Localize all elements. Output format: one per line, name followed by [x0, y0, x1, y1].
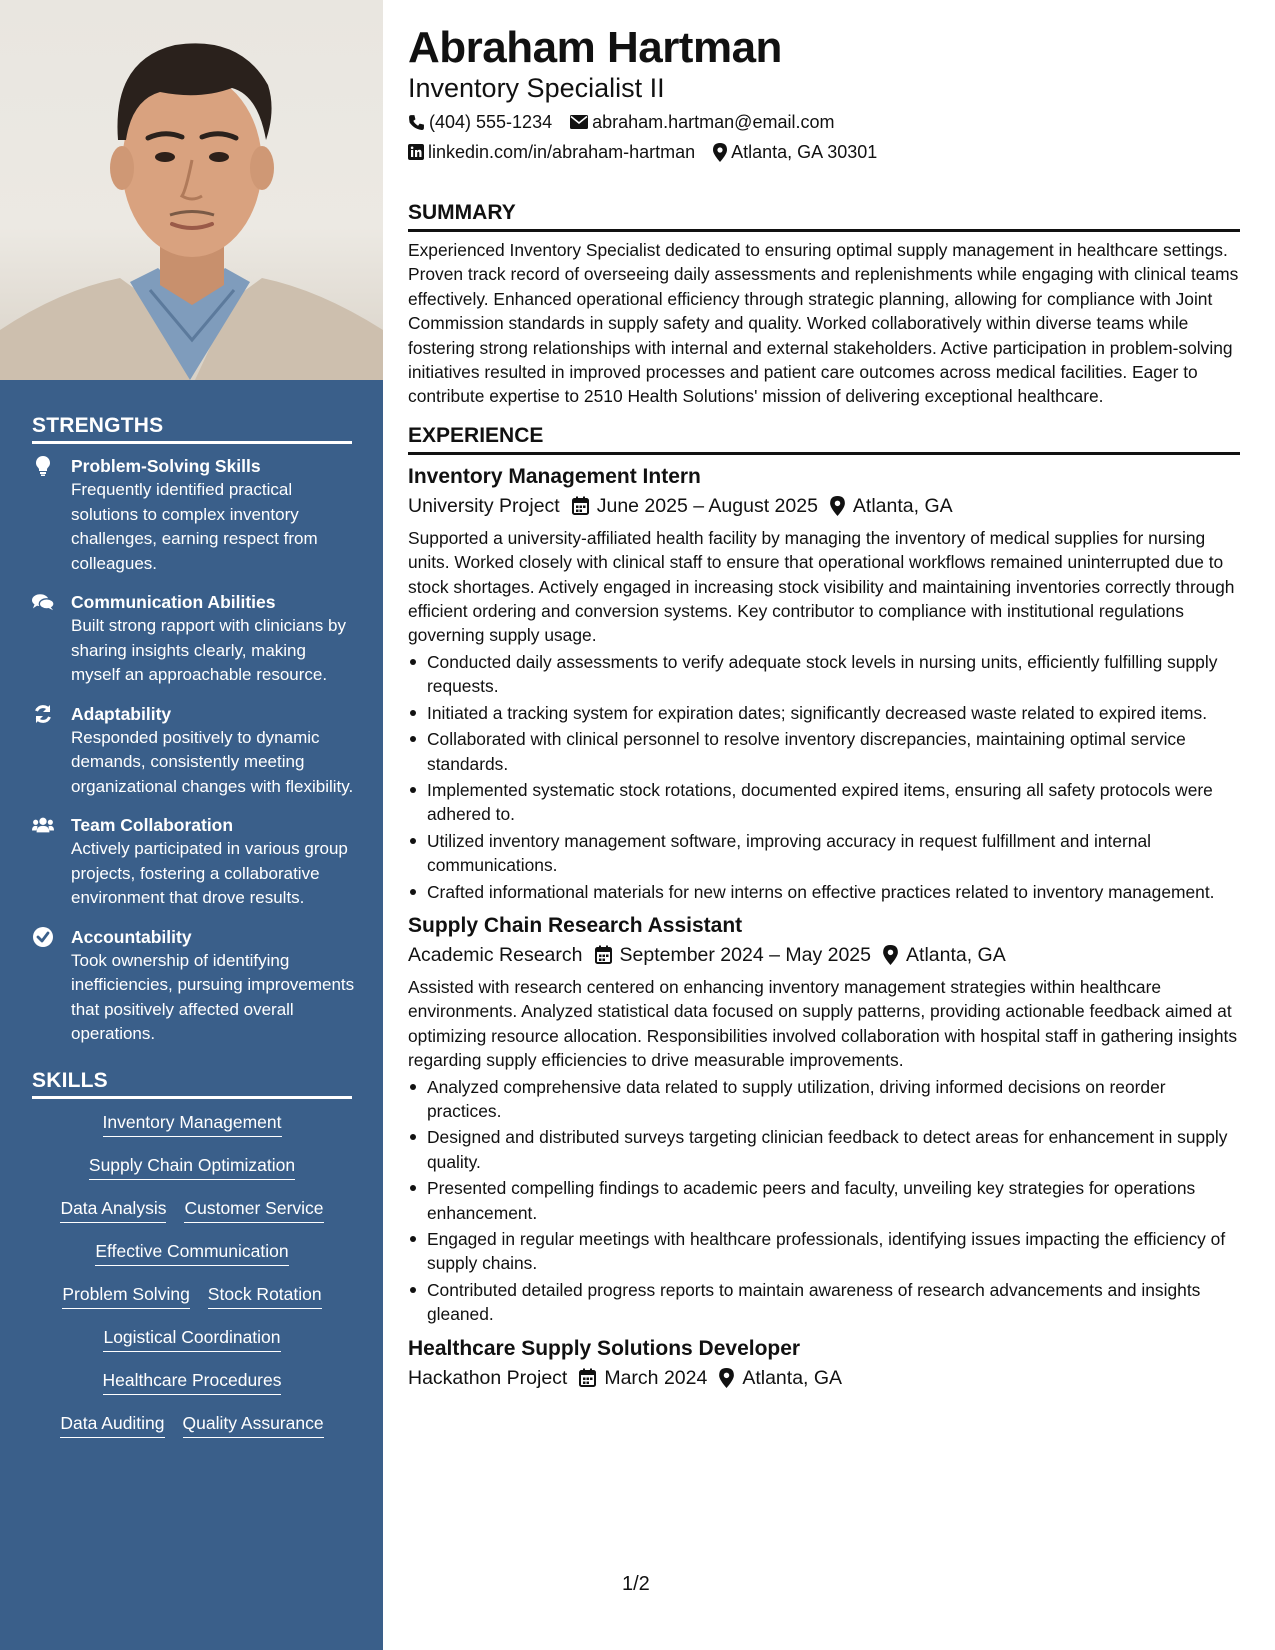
map-marker-icon — [719, 1368, 734, 1388]
map-marker-icon — [883, 945, 898, 965]
skill-tag: Inventory Management — [103, 1111, 282, 1137]
list-item: Crafted informational materials for new interns on effective practices related to inventory management. — [408, 880, 1240, 904]
strength-desc: Responded positively to dynamic demands, consistently meeting organizational changes with flexibility. — [71, 727, 354, 796]
lightbulb-icon — [32, 456, 54, 476]
job-dates: March 2024 — [604, 1366, 708, 1389]
job-location: Atlanta, GA — [852, 494, 953, 517]
skill-tag: Data Auditing — [60, 1412, 164, 1438]
strength-desc: Took ownership of identifying inefficiencies, pursuing improvements that positively affected overall operations. — [71, 950, 355, 1043]
skill-tag: Stock Rotation — [208, 1283, 322, 1309]
job-entry — [408, 463, 1240, 904]
job-title: Inventory Management Intern — [408, 464, 701, 488]
strength-item — [32, 925, 355, 1047]
users-icon — [32, 815, 54, 835]
linkedin-text: linkedin.com/in/abraham-hartman — [428, 142, 696, 162]
job-meta — [408, 941, 1240, 969]
job-meta — [408, 1364, 1240, 1392]
job-org: Academic Research — [408, 943, 583, 966]
strength-item — [32, 813, 351, 911]
job-meta — [408, 492, 1240, 520]
list-item: Analyzed comprehensive data related to supply utilization, driving informed decisions on reorder practices. — [408, 1075, 1240, 1124]
strengths-heading: STRENGTHS — [32, 414, 352, 444]
job-entry — [408, 1335, 1240, 1392]
strength-title: Adaptability — [71, 703, 172, 724]
job-location: Atlanta, GA — [742, 1366, 843, 1389]
candidate-role: Inventory Specialist II — [408, 73, 665, 103]
job-dates: September 2024 – May 2025 — [619, 943, 872, 966]
strength-title: Accountability — [71, 926, 192, 947]
job-entry — [408, 912, 1240, 1327]
contact-row — [408, 110, 1240, 134]
job-org: Hackathon Project — [408, 1366, 568, 1389]
job-title: Supply Chain Research Assistant — [408, 913, 743, 937]
summary-text: Experienced Inventory Specialist dedicated to ensuring optimal supply management in healthcare settings. Proven track record of overseeing daily assessments and replenishments while engaging with clinical teams effectively. Enhanced operational efficiency through strategic planning, allowing for compliance with Joint Commission standards in supply safety and quality. Worked collaboratively within diverse teams while fostering strong relationships with internal and external stakeholders. Active participation in problem-solving initiatives resulted in improved processes and patient care outcomes across medical facilities. Eager to contribute expertise to 2510 Health Solutions' mission of delivering exceptional healthcare. — [408, 240, 1239, 407]
main-content — [408, 22, 1240, 1398]
job-bullets — [408, 650, 1240, 904]
skills-heading: SKILLS — [32, 1069, 352, 1099]
strength-item — [32, 702, 354, 800]
comments-icon — [32, 592, 54, 612]
strength-title: Team Collaboration — [71, 815, 234, 835]
email-text: abraham.hartman@email.com — [592, 112, 835, 132]
skill-tag: Customer Service — [184, 1197, 323, 1223]
envelope-icon — [570, 115, 588, 129]
list-item: Initiated a tracking system for expiration dates; significantly decreased waste related to expired items. — [408, 701, 1240, 725]
check-circle-icon — [32, 927, 54, 947]
calendar-icon — [595, 945, 612, 964]
map-marker-icon — [713, 143, 727, 162]
summary-heading: SUMMARY — [408, 200, 1240, 232]
sidebar — [0, 0, 383, 1650]
sync-icon — [32, 704, 54, 724]
strength-desc: Frequently identified practical solutions to complex inventory challenges, earning respect from colleagues. — [71, 480, 318, 573]
contact-row — [408, 140, 1240, 164]
strength-desc: Built strong rapport with clinicians by sharing insights clearly, making myself an approachable resource. — [71, 616, 346, 684]
skills-list — [32, 1111, 352, 1438]
calendar-icon — [579, 1368, 596, 1387]
job-bullets — [408, 1075, 1240, 1327]
job-location: Atlanta, GA — [906, 943, 1006, 966]
list-item: Implemented systematic stock rotations, documented expired items, ensuring all safety protocols were adhered to. — [408, 778, 1240, 827]
skill-tag: Problem Solving — [62, 1283, 189, 1309]
job-title: Healthcare Supply Solutions Developer — [408, 1336, 801, 1360]
skill-tag: Quality Assurance — [183, 1412, 324, 1438]
skill-tag: Supply Chain Optimization — [89, 1154, 295, 1180]
strength-title: Communication Abilities — [71, 592, 276, 612]
list-item: Collaborated with clinical personnel to resolve inventory discrepancies, maintaining optimal service standards. — [408, 727, 1240, 776]
job-org: University Project — [408, 494, 560, 517]
strength-desc: Actively participated in various group projects, fostering a collaborative environment that drove results. — [71, 839, 348, 907]
strength-title: Problem-Solving Skills — [71, 456, 261, 476]
strength-item — [32, 590, 351, 688]
skill-tag: Data Analysis — [60, 1197, 166, 1223]
list-item: Conducted daily assessments to verify adequate stock levels in nursing units, efficiently fulfilling supply requests. — [408, 650, 1240, 699]
phone-icon — [408, 114, 425, 131]
list-item: Presented compelling findings to academic peers and faculty, unveiling key strategies for operations enhancement. — [408, 1176, 1240, 1225]
location-text: Atlanta, GA 30301 — [731, 142, 878, 162]
phone-contact[interactable] — [408, 110, 552, 134]
skill-tag: Healthcare Procedures — [103, 1369, 282, 1395]
linkedin-contact[interactable] — [408, 140, 695, 164]
job-description: Supported a university-affiliated health facility by managing the inventory of medical supplies for nursing units. Worked closely with clinical staff to ensure that operational workflows remained uninterrupted due to stock shortages. Actively engaged in increasing stock visibility and maintaining inventories correctly through efficient ordering and conversion systems. Key contributor to compliance with institutional regulations governing supply usage. — [408, 527, 1235, 646]
page-number: 1/2 — [622, 1573, 650, 1595]
email-contact[interactable] — [570, 110, 834, 134]
profile-photo — [0, 0, 383, 380]
map-marker-icon — [830, 496, 845, 516]
list-item: Designed and distributed surveys targeting clinician feedback to detect areas for enhancement in supply quality. — [408, 1125, 1240, 1174]
list-item: Contributed detailed progress reports to maintain awareness of research advancements and insights gleaned. — [408, 1278, 1240, 1327]
location-contact — [713, 140, 877, 164]
list-item: Utilized inventory management software, improving accuracy in request fulfillment and internal communications. — [408, 829, 1240, 878]
calendar-icon — [572, 496, 589, 515]
linkedin-icon — [408, 144, 424, 160]
phone-text: (404) 555-1234 — [429, 112, 553, 132]
experience-heading: EXPERIENCE — [408, 423, 1240, 455]
job-dates: June 2025 – August 2025 — [596, 494, 818, 517]
list-item: Engaged in regular meetings with healthcare professionals, identifying issues impacting the efficiency of supply chains. — [408, 1227, 1240, 1276]
job-description: Assisted with research centered on enhancing inventory management strategies within healthcare environments. Analyzed statistical data focused on supply patterns, providing actionable feedback aimed at optimizing resource allocation. Responsibilities involved collaboration with hospital staff in gathering insights regarding supply efficiencies to drive measurable improvements. — [408, 976, 1238, 1071]
skill-tag: Effective Communication — [95, 1240, 288, 1266]
strength-item — [32, 454, 351, 576]
skill-tag: Logistical Coordination — [103, 1326, 280, 1352]
candidate-name: Abraham Hartman — [408, 23, 782, 72]
